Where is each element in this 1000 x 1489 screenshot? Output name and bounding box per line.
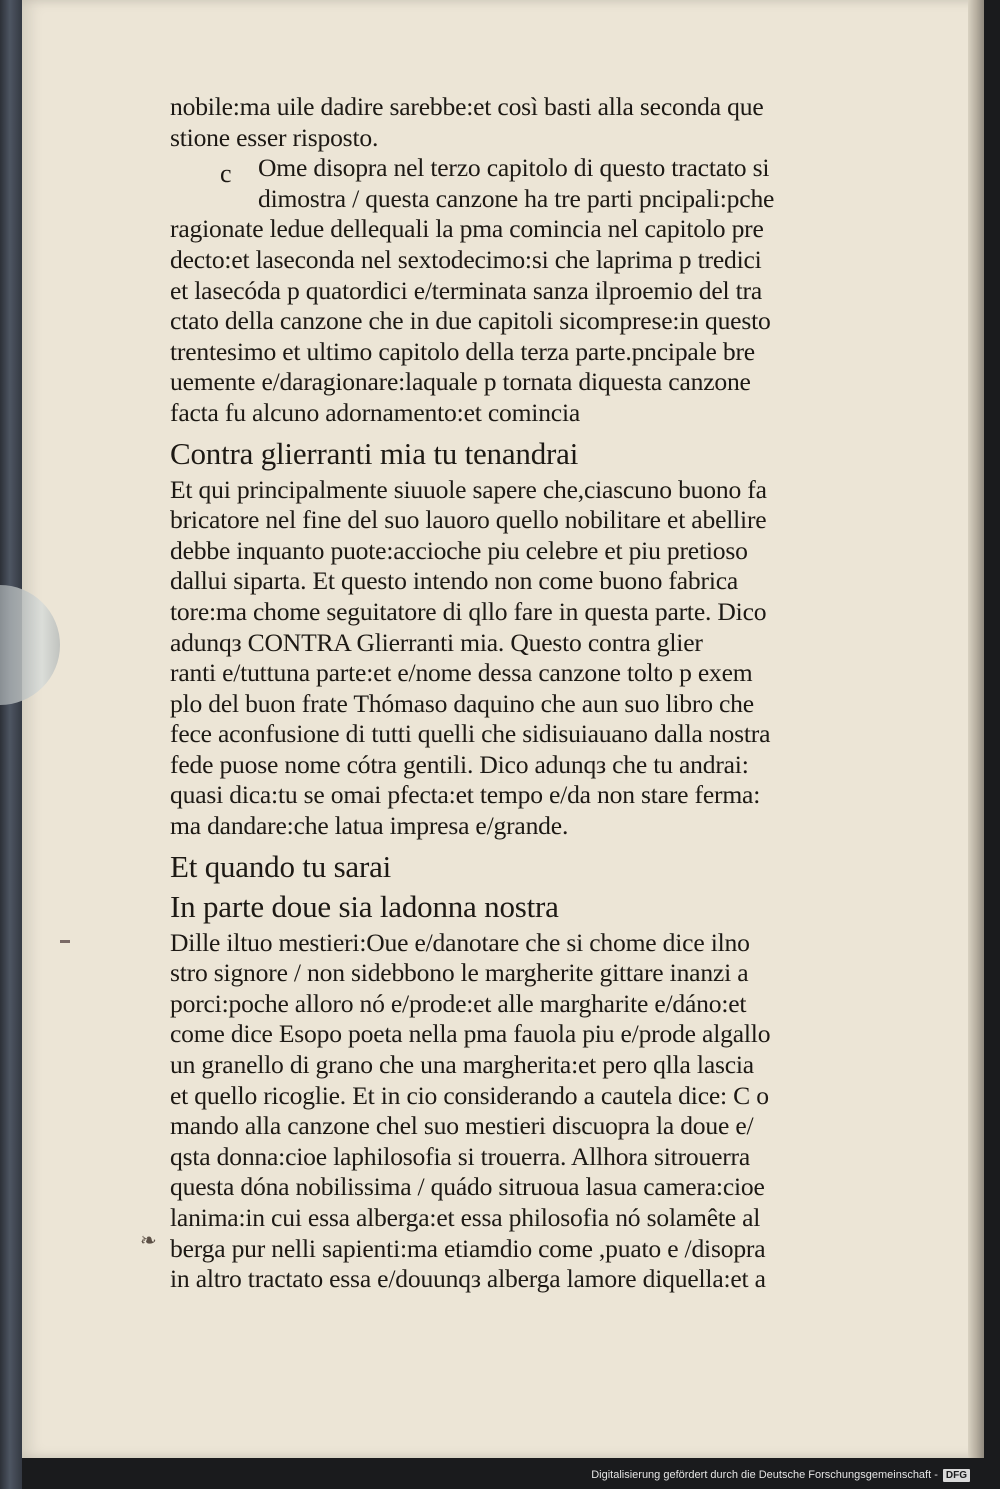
text-line: mando alla canzone chel suo mestieri discuopra la doue e/ [170,1111,754,1141]
text-line: ranti e/tuttuna parte:et e/nome dessa canzone tolto p exem [170,658,753,688]
text-line: Ome disopra nel terzo capitolo di questo tractato si [258,153,770,183]
text-line: trentesimo et ultimo capitolo della terza parte.pncipale bre [170,336,755,366]
text-line: Dille iltuo mestieri:Oue e/danotare che si chome dice ilno [170,927,750,957]
text-line: nobile:ma uile dadire sarebbe:et così basti alla seconda que [170,92,764,121]
margin-mark: ❧ [140,1228,157,1252]
section-heading: Et quando tu sarai [170,848,392,884]
text-line: fece aconfusione di tutti quelli che sidisuiauano dalla nostra [170,719,771,749]
text-line: ragionate ledue dellequali la pma comincia nel capitolo pre [170,214,764,244]
page-text [170,92,870,1295]
text-line: fede puose nome cótra gentili. Dico adunqз che tu andrai: [170,749,749,779]
text-line: porci:poche alloro nó e/prode:et alle margharite e/dáno:et [170,988,747,1018]
dfg-logo: DFG [943,1469,970,1482]
footer-text: Digitalisierung gefördert durch die Deutsche Forschungsgemeinschaft - [591,1469,938,1481]
text-line: stione esser risposto. [170,122,379,152]
text-line: et quello ricoglie. Et in cio considerando a cautela dice: C o [170,1080,769,1110]
text-line: lanima:in cui essa alberga:et essa philosofia nó solamête al [170,1203,761,1232]
book-binding [0,0,22,1489]
text-line: come dice Esopo poeta nella pma fauola piu e/prode algallo [170,1019,771,1049]
section-heading: In parte doue sia ladonna nostra [170,888,559,924]
text-line: ma dandare:che latua impresa e/grande. [170,811,569,841]
text-line: decto:et laseconda nel sextodecimo:si che laprima p tredici [170,244,762,274]
text-line: in altro tractato essa e/douunqз alberga lamore diquella:et a [170,1264,766,1294]
text-line: uemente e/daragionare:laquale p tornata diquesta canzone [170,367,751,397]
text-line: et lasecóda p quatordici e/terminata sanza ilproemio del tra [170,275,763,305]
text-line: plo del buon frate Thómaso daquino che aun suo libro che [170,688,754,718]
text-line: facta fu alcuno adornamento:et comincia [170,397,581,427]
footer-credit [591,1463,970,1487]
text-line: dimostra / questa canzone ha tre parti pncipali:pche [258,183,775,213]
text-line: stro signore / non sidebbono le margherite gittare inanzi a [170,958,749,988]
text-line: quasi dica:tu se omai pfecta:et tempo e/da non stare ferma: [170,780,761,810]
text-line: berga pur nelli sapienti:ma etiamdio come ,puato e /disopra [170,1233,766,1263]
text-line: adunqз CONTRA Glierranti mia. Questo contra glier [170,627,703,657]
text-line: tore:ma chome seguitatore di qllo fare in questa parte. Dico [170,596,767,626]
text-line: dallui siparta. Et questo intendo non come buono fabrica [170,566,739,596]
text-line: questa dóna nobilissima / quádo sitruoua lasua camera:cioe [170,1172,765,1202]
page-edge [968,0,984,1458]
text-line: qsta donna:cioe laphilosofia si trouerra. Allhora sitrouerra [170,1141,751,1171]
margin-dash [60,940,70,943]
text-line: un granello di grano che una margherita:et pero qlla lascia [170,1050,754,1080]
text-line: ctato della canzone che in due capitoli sicomprese:in questo [170,306,771,336]
text-line: bricatore nel fine del suo lauoro quello nobilitare et abellire [170,505,767,535]
section-heading: Contra glierranti mia tu tenandrai [170,435,579,471]
text-line: Et qui principalmente siuuole sapere che,ciascuno buono fa [170,474,767,504]
text-line: debbe inquanto puote:accioche piu celebre et piu pretioso [170,535,748,565]
drop-initial-guide: c [220,159,232,188]
